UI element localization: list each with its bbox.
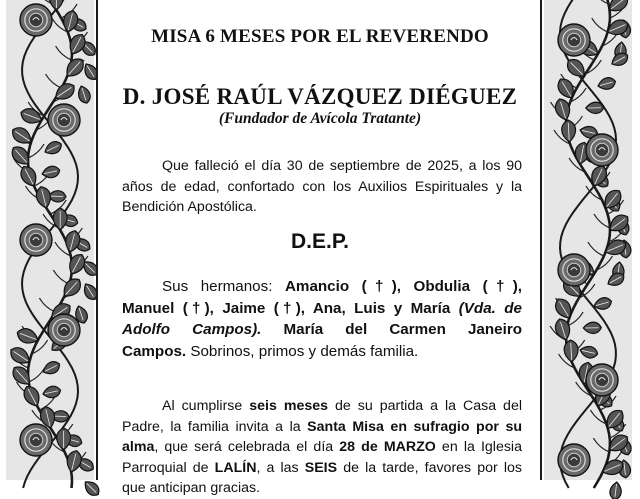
deceased-subtitle: (Fundador de Avícola Tratante) [218,110,422,127]
invitation-place: LALÍN [214,459,257,476]
invitation-emphasis: alma [122,439,155,455]
rose-ornament [20,424,52,456]
death-notice-line: años de edad, confortado con los Auxilios Espirituales y la [122,178,522,195]
invitation-text: , que será celebrada el día [154,439,340,455]
invitation-time: SEIS [304,459,338,476]
invitation-text: Parroquial de [122,459,215,476]
rose-ornament [48,104,80,136]
left-border-rule [96,0,98,480]
rose-ornament [586,134,618,166]
death-notice-paragraph [122,156,522,218]
invitation-text: Al cumplirse [162,398,250,414]
rose-ornament [48,314,80,346]
rose-ornament [20,4,52,36]
mass-title: MISA 6 MESES POR EL REVERENDO [151,26,489,47]
family-names: María del Carmen Janeiro [261,321,523,338]
family-line [122,341,522,363]
invitation-line [122,458,522,479]
rose-ornament [586,364,618,396]
invitation-line: que anticipan gracias. [122,480,261,496]
family-text: Sobrinos, primos y demás familia. [186,342,419,360]
left-floral-border [6,0,94,480]
invitation-text: en la Iglesia [435,439,522,455]
invitation-line [122,396,522,417]
rose-ornament [558,254,590,286]
family-text: Sus hermanos: [162,278,285,295]
family-italic-note: Adolfo Campos). [122,321,262,338]
death-notice-line: Que falleció el día 30 de septiembre de 2025, a los 90 [162,158,522,174]
family-names: Amancio (†), Obdulia (†), [284,278,522,295]
invitation-text: de su partida a la Casa del [328,398,522,414]
family-paragraph [122,276,522,362]
rose-ornament [558,24,590,56]
invitation-line [122,417,522,438]
family-names: Campos. [122,342,187,360]
family-line [122,276,522,298]
death-notice-line: Bendición Apostólica. [122,199,257,215]
deceased-name: D. JOSÉ RAÚL VÁZQUEZ DIÉGUEZ [122,84,518,109]
invitation-line [122,437,522,458]
dep-heading: D.E.P. [291,230,349,253]
invitation-date: 28 de MARZO [339,439,436,455]
invitation-paragraph [122,396,522,499]
invitation-text: , a las [256,459,305,476]
invitation-text: Padre, la familia invita a la [122,418,308,435]
family-line [122,298,522,320]
family-italic-note: (Vda. de [458,299,523,317]
obituary-content [112,0,528,496]
invitation-text: de la tarde, favores por los [337,459,523,476]
rose-ornament [20,224,52,256]
invitation-emphasis: Santa Misa en sufragio por su [307,418,523,435]
rose-ornament [558,444,590,476]
invitation-emphasis: seis meses [249,398,329,414]
family-names: Manuel (†), Jaime (†), Ana, Luis y María [122,299,459,317]
right-border-rule [540,0,542,480]
family-line [122,319,522,341]
right-floral-border [544,0,632,480]
